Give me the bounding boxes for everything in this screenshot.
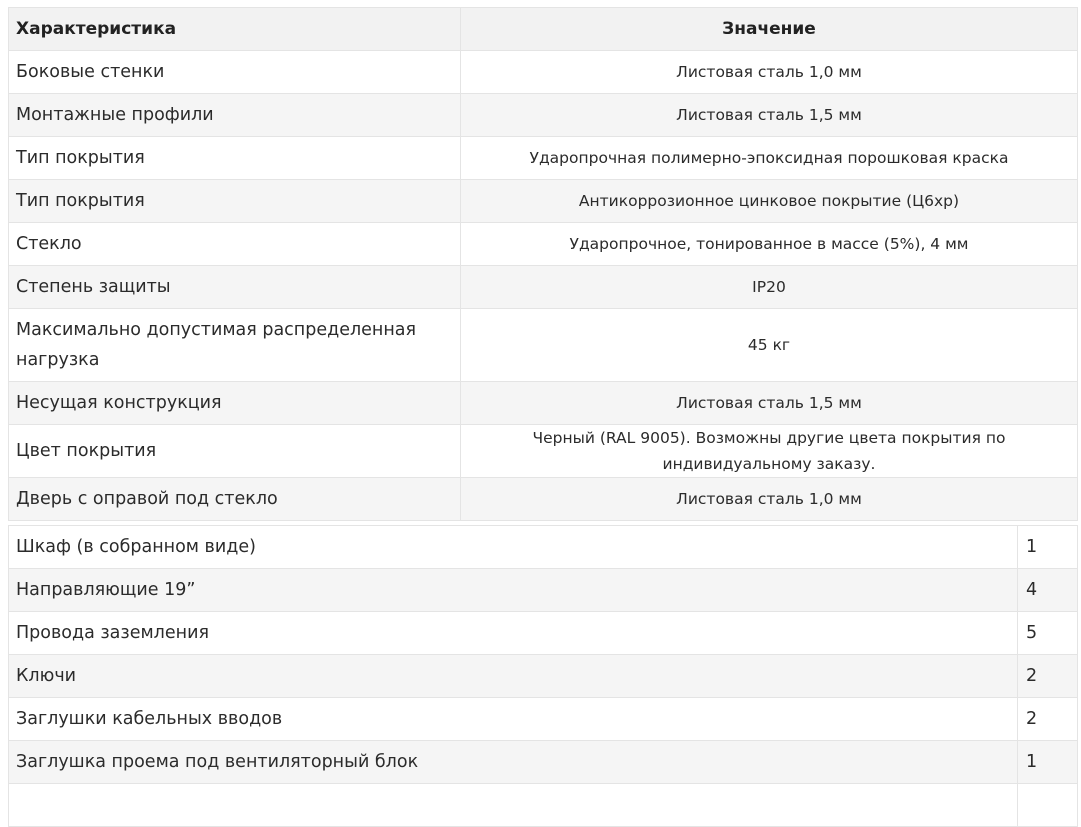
spec-value: Листовая сталь 1,0 мм: [461, 478, 1078, 521]
item-name: Заглушка проема под вентиляторный блок: [9, 741, 1018, 784]
table-row: [9, 569, 1078, 612]
item-name: Ключи: [9, 655, 1018, 698]
spec-name: Несущая конструкция: [9, 382, 461, 425]
table-row: [9, 478, 1078, 521]
spec-name: Максимально допустимая распределенная нагрузка: [9, 309, 461, 382]
spec-value: Антикоррозионное цинковое покрытие (Ц6хр): [461, 180, 1078, 223]
table-row: [9, 526, 1078, 569]
item-quantity: 1: [1018, 741, 1078, 784]
item-name: Шкаф (в собранном виде): [9, 526, 1018, 569]
package-contents-table: [8, 525, 1078, 827]
specifications-table: [8, 7, 1078, 521]
item-quantity: 2: [1018, 698, 1078, 741]
table-row: [9, 137, 1078, 180]
spec-value: 45 кг: [461, 309, 1078, 382]
item-quantity: 1: [1018, 526, 1078, 569]
spec-value: Листовая сталь 1,0 мм: [461, 51, 1078, 94]
spec-name: Цвет покрытия: [9, 425, 461, 478]
item-quantity: [1018, 784, 1078, 827]
table-row: [9, 94, 1078, 137]
table-row: [9, 425, 1078, 478]
table-row: [9, 612, 1078, 655]
spec-name: Тип покрытия: [9, 137, 461, 180]
spec-name: Дверь с оправой под стекло: [9, 478, 461, 521]
spec-name: Тип покрытия: [9, 180, 461, 223]
item-name: Провода заземления: [9, 612, 1018, 655]
table-row: [9, 698, 1078, 741]
spec-name: Монтажные профили: [9, 94, 461, 137]
spec-value: IP20: [461, 266, 1078, 309]
spec-value: Ударопрочная полимерно-эпоксидная порошковая краска: [461, 137, 1078, 180]
column-header-characteristic: Характеристика: [9, 8, 461, 51]
spec-value: Листовая сталь 1,5 мм: [461, 94, 1078, 137]
spec-value: Черный (RAL 9005). Возможны другие цвета покрытия по индивидуальному заказу.: [461, 425, 1078, 478]
table-row: [9, 741, 1078, 784]
item-name: [9, 784, 1018, 827]
spec-name: Степень защиты: [9, 266, 461, 309]
spec-value: Листовая сталь 1,5 мм: [461, 382, 1078, 425]
table-row: [9, 223, 1078, 266]
item-quantity: 2: [1018, 655, 1078, 698]
table-row: [9, 51, 1078, 94]
table-row: [9, 266, 1078, 309]
item-quantity: 5: [1018, 612, 1078, 655]
table-row: [9, 655, 1078, 698]
spec-name: Боковые стенки: [9, 51, 461, 94]
table-row: [9, 382, 1078, 425]
item-quantity: 4: [1018, 569, 1078, 612]
item-name: Направляющие 19”: [9, 569, 1018, 612]
spec-value: Ударопрочное, тонированное в массе (5%), 4 мм: [461, 223, 1078, 266]
table-row: [9, 309, 1078, 382]
table-row: [9, 784, 1078, 827]
table-row: [9, 180, 1078, 223]
table-header-row: [9, 8, 1078, 51]
spec-name: Стекло: [9, 223, 461, 266]
column-header-value: Значение: [461, 8, 1078, 51]
item-name: Заглушки кабельных вводов: [9, 698, 1018, 741]
